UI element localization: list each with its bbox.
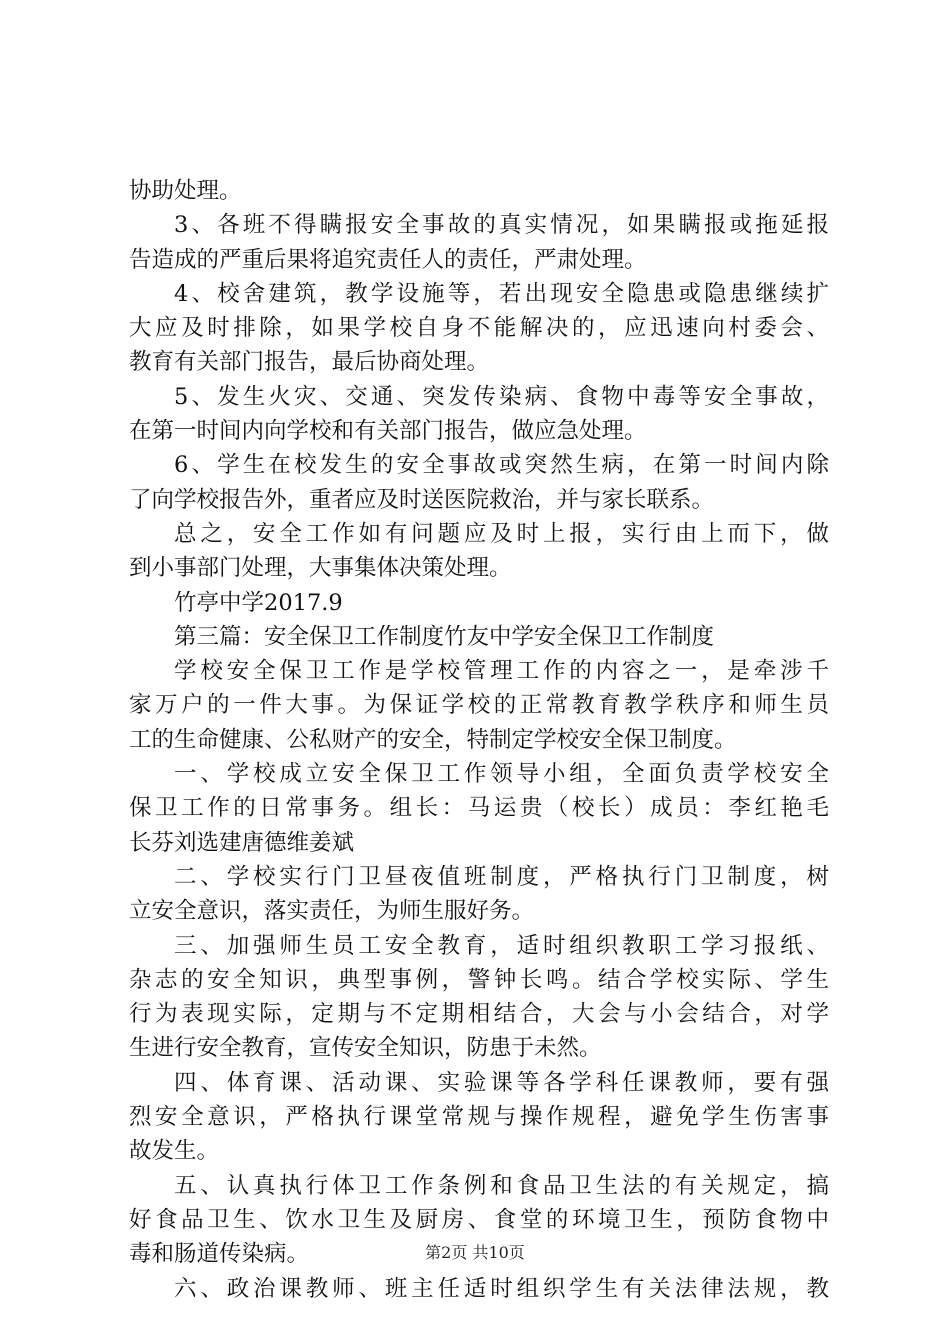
text-line: 五、认真执行体卫工作条例和食品卫生法的有关规定，搞 [174, 1172, 829, 1199]
text-line: 四、体育课、活动课、实验课等各学科任课教师，要有强 [174, 1069, 829, 1096]
text-line: 三、加强师生员工安全教育，适时组织教职工学习报纸、 [174, 932, 829, 959]
text-line: 协助处理。 [129, 178, 242, 204]
text-line: 一、学校成立安全保卫工作领导小组，全面负责学校安全 [174, 761, 829, 788]
text-line: 杂志的安全知识，典型事例，警钟长鸣。结合学校实际、学生 [129, 966, 829, 993]
text-line: 总之，安全工作如有问题应及时上报，实行由上而下，做 [174, 520, 829, 547]
text-line: 二、学校实行门卫昼夜值班制度，严格执行门卫制度，树 [174, 863, 829, 890]
text-line: 长芬刘选建唐德维姜斌 [129, 829, 355, 856]
text-line: 在第一时间内向学校和有关部门报告，做应急处理。 [129, 418, 647, 445]
text-line: 了向学校报告外，重者应及时送医院救治，并与家长联系。 [129, 486, 715, 513]
text-line: 学校安全保卫工作是学校管理工作的内容之一，是牵涉千 [174, 658, 829, 685]
text-line: 到小事部门处理，大事集体决策处理。 [129, 555, 512, 582]
text-line: 告造成的严重后果将追究责任人的责任，严肃处理。 [129, 246, 647, 273]
text-line: 立安全意识，落实责任，为师生服好务。 [129, 898, 535, 925]
text-line: 大应及时排除，如果学校自身不能解决的，应迅速向村委会、 [129, 315, 829, 342]
page-footer: 第2页 共10页 [425, 1243, 525, 1262]
text-line: 3、各班不得瞒报安全事故的真实情况，如果瞒报或拖延报 [174, 212, 829, 239]
text-line: 烈安全意识，严格执行课堂常规与操作规程，避免学生伤害事 [129, 1104, 829, 1131]
text-line: 竹亭中学2017.9 [174, 589, 343, 616]
text-line: 毒和肠道传染病。 [129, 1241, 310, 1268]
text-line: 好食品卫生、饮水卫生及厨房、食堂的环境卫生，预防食物中 [129, 1206, 829, 1233]
text-line: 6、学生在校发生的安全事故或突然生病，在第一时间内除 [174, 452, 829, 479]
text-line: 六、政治课教师、班主任适时组织学生有关法律法规，教 [174, 1275, 829, 1302]
text-line: 5、发生火灾、交通、突发传染病、食物中毒等安全事故， [174, 383, 829, 410]
text-line: 生进行安全教育，宣传安全知识，防患于未然。 [129, 1035, 602, 1062]
text-line: 教育有关部门报告，最后协商处理。 [129, 349, 490, 376]
text-line: 行为表现实际，定期与不定期相结合，大会与小会结合，对学 [129, 1001, 829, 1028]
text-line: 4、校舍建筑，教学设施等，若出现安全隐患或隐患继续扩 [174, 280, 829, 307]
document-body [129, 174, 829, 1306]
text-line: 工的生命健康、公私财产的安全，特制定学校安全保卫制度。 [129, 726, 737, 753]
text-line: 故发生。 [129, 1138, 220, 1165]
text-line: 第三篇：安全保卫工作制度竹友中学安全保卫工作制度 [174, 623, 715, 650]
text-line: 保卫工作的日常事务。组长：马运贵（校长）成员：李红艳毛 [129, 795, 829, 822]
text-line: 家万户的一件大事。为保证学校的正常教育教学秩序和师生员 [129, 692, 829, 719]
